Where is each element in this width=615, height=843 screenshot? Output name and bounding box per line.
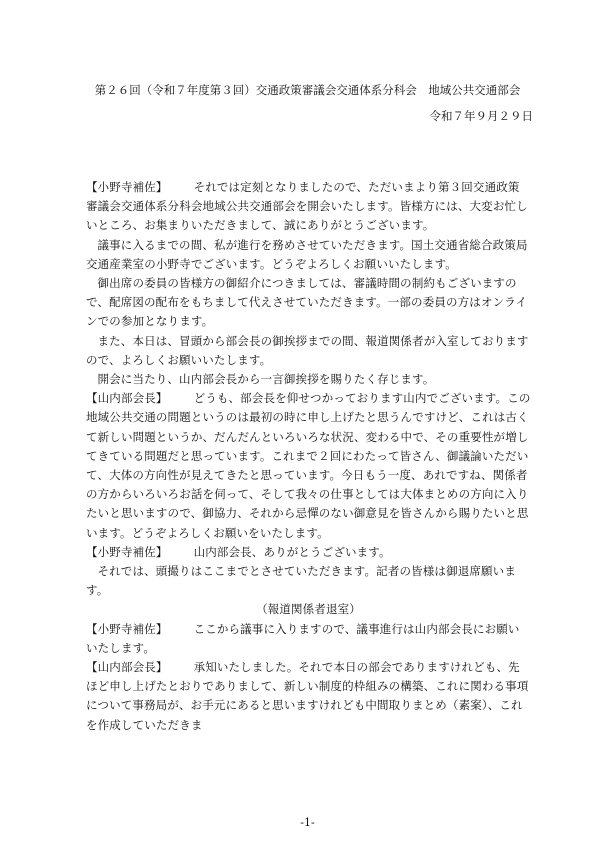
transcript-paragraph: 議事に入るまでの間、私が進行を務めさせていただきます。国土交通省総合政策局交通産業室の小野寺でございます。どうぞよろしくお願いいたします。 (86, 237, 528, 271)
speech-text: 承知いたしました。それで本日の部会でありますけれども、先ほど申し上げたとおりでありまして、新しい制度的枠組みの構築、これに関わる事項について事務局が、お手元にあると思いますけれども中間取りまとめ（素案）、これを作成していただきま (86, 660, 529, 732)
page-number: -1- (300, 816, 315, 829)
document-title: 第２６回（令和７年度第３回）交通政策審議会交通体系分科会 地域公共交通部会 (94, 83, 521, 97)
speaker-label: 【山内部会長】 (86, 391, 168, 406)
transcript-paragraph (86, 178, 531, 236)
document-date: 令和７年９月２９日 (429, 109, 533, 123)
speech-text: 山内部会長、ありがとうございます。 (193, 544, 391, 559)
transcript-paragraph (86, 543, 531, 562)
speech-text: それでは定刻となりましたので、ただいまより第３回交通政策審議会交通体系分科会地域公共交通部会を開会いたします。皆様方には、大変お忙しいところ、お集まりいただきまして、誠にありがとうございます。 (86, 180, 528, 233)
transcript-body (86, 178, 531, 735)
transcript-paragraph: それでは、頭撮りはここまでとさせていただきます。記者の皆様は御退席願います。 (86, 564, 516, 598)
transcript-paragraph (86, 658, 531, 735)
transcript-paragraph (86, 389, 531, 543)
speaker-label: 【山内部会長】 (86, 660, 168, 675)
speaker-label: 【小野寺補佐】 (86, 544, 168, 559)
speech-text: ここから議事に入りますので、議事進行は山内部会長にお願いいたします。 (86, 621, 520, 655)
transcript-paragraph: 開会に当たり、山内部会長から一言御挨拶を賜りたく存じます。 (97, 372, 435, 387)
speaker-label: 【小野寺補佐】 (86, 621, 168, 636)
transcript-paragraph: 御出席の委員の皆様方の御紹介につきましては、審議時間の制約もございますので、配席図の配布をもちまして代えさせていただきます。一部の委員の方はオンラインでの参加となります。 (86, 276, 528, 329)
speech-text: どうも、部会長を仰せつかっております山内でございます。この地域公共交通の問題というのは最初の時に申し上げたと思うんですけど、これは古くて新しい問題というか、だんだんといろいろな状況、変わる中で、その重要性が増してきている問題だと思っています。これまで２回にわたって皆さん、御議論いただいて、大体の方向性が見えてきたと思っています。今日もう一度、あれですね、関係者の方からいろいろお話を伺って、そして我々の仕事としては大体まとめの方向に入りたいと思いますので、御協力、それから忌憚のない御意見を皆さんから賜りたいと思います。どうぞよろしくお願いをいたします。 (86, 391, 531, 540)
transcript-paragraph: また、本日は、冒頭から部会長の御挨拶までの間、報道関係者が入室しておりますので、よろしくお願いいたします。 (86, 333, 529, 367)
transcript-paragraph (86, 620, 531, 658)
stage-direction: （報道関係者退室） (256, 602, 361, 617)
speaker-label: 【小野寺補佐】 (86, 180, 168, 194)
